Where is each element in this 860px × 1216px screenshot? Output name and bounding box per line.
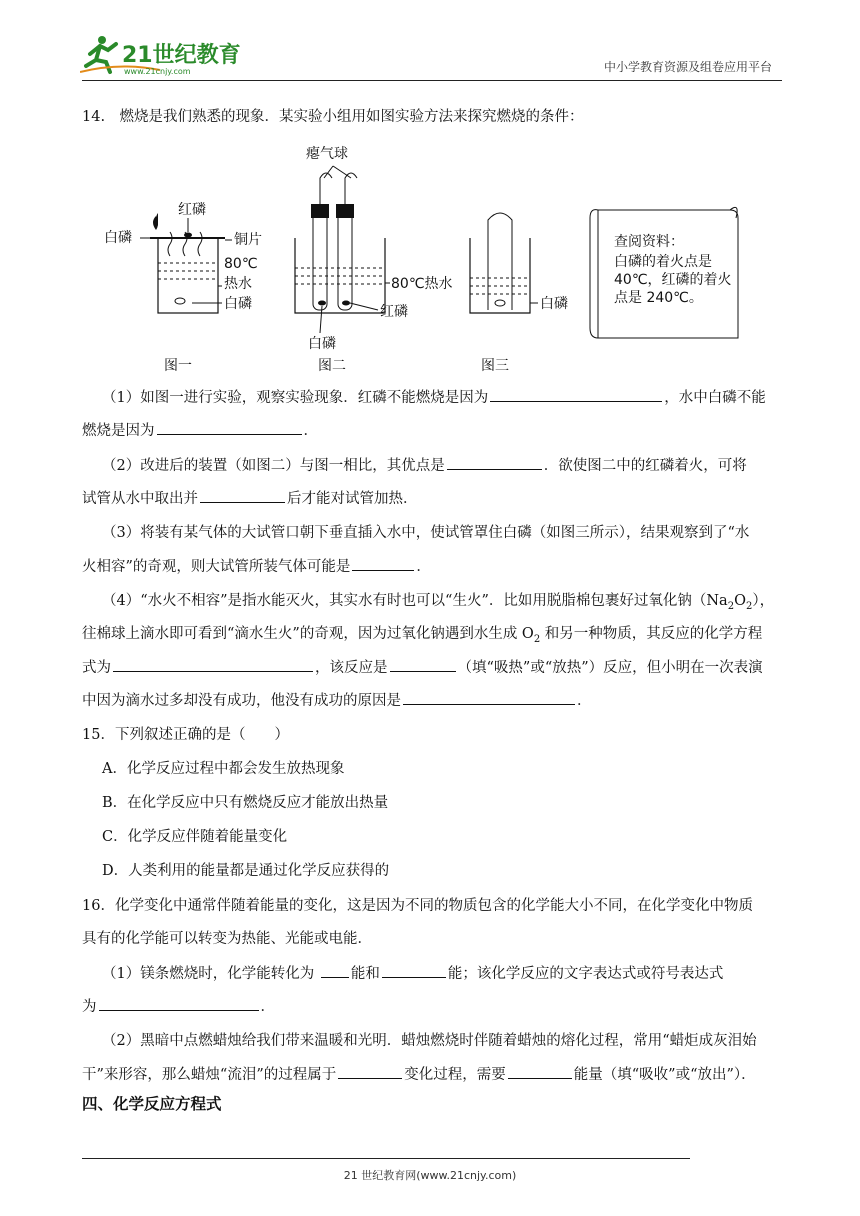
figure-2 — [295, 146, 453, 374]
f2-red-label: 红磷 — [380, 304, 408, 320]
f2-hotwater-label: 80℃热水 — [391, 276, 453, 292]
header-divider — [82, 80, 782, 81]
q16-p2-line1: （2）黑暗中点燃蜡烛给我们带来温暖和光明．蜡烛燃烧时伴随着蜡烛的熔化过程，常用“蜡炬成灰泪始 — [102, 1033, 757, 1049]
svg-text:www.21cnjy.com: www.21cnjy.com — [124, 67, 191, 76]
scroll-line-2: 40℃，红磷的着火 — [614, 272, 732, 288]
f3-white-label: 白磷 — [540, 296, 568, 312]
f3-caption: 图三 — [481, 358, 509, 374]
blank-13[interactable] — [508, 1064, 572, 1079]
scroll-title: 查阅资料： — [614, 234, 684, 250]
blank-3[interactable] — [447, 455, 542, 470]
f1-white-top-label: 白磷 — [104, 230, 132, 246]
q14-p1-line2: 燃烧是因为 ． — [82, 420, 782, 441]
q15-option-b[interactable]: B．在化学反应中只有燃烧反应才能放出热量 — [102, 795, 389, 811]
blank-6[interactable] — [113, 657, 313, 672]
f2-balloon-label: 瘪气球 — [306, 146, 348, 162]
f2-white-label: 白磷 — [308, 336, 336, 352]
q14-p1-line1: （1）如图一进行实验，观察实验现象．红磷不能燃烧是因为 ，水中白磷不能 — [82, 387, 802, 408]
f1-hotwater-label: 热水 — [224, 276, 252, 292]
f1-copper-label: 铜片 — [234, 232, 262, 248]
blank-1[interactable] — [490, 387, 662, 402]
platform-name: 中小学教育资源及组卷应用平台 — [603, 60, 772, 74]
q15-option-c[interactable]: C．化学反应伴随着能量变化 — [102, 829, 288, 845]
f1-red-label: 红磷 — [178, 202, 206, 218]
q14-p3-line1: （3）将装有某气体的大试管口朝下垂直插入水中，使试管罩住白磷（如图三所示），结果观察到了“水 — [102, 525, 750, 541]
blank-11[interactable] — [99, 996, 259, 1011]
q16-line1: 16．化学变化中通常伴随着能量的变化，这是因为不同的物质包含的化学能大小不同，在化学变化中物质 — [82, 898, 753, 914]
q15-option-d[interactable]: D．人类利用的能量都是通过化学反应获得的 — [102, 863, 390, 879]
f1-temp-label: 80℃ — [224, 256, 258, 272]
f1-white-bottom-label: 白磷 — [224, 296, 252, 312]
experiment-figure — [100, 138, 750, 378]
figure-3 — [470, 213, 568, 374]
scroll-note — [590, 207, 738, 338]
blank-2[interactable] — [157, 420, 302, 435]
site-logo — [80, 32, 255, 78]
q14-p4-line3: 式为 ，该反应是 （填“吸热”或“放热”）反应，但小明在一次表演 — [82, 657, 782, 678]
svg-text:21世纪教育: 21世纪教育 — [122, 43, 241, 68]
q16-line2: 具有的化学能可以转变为热能、光能或电能． — [82, 931, 372, 947]
q16-p2-line2: 干”来形容，那么蜡烛“流泪”的过程属于 变化过程，需要 能量（填“吸收”或“放出”）． — [82, 1064, 782, 1085]
q14-intro: 14. 燃烧是我们熟悉的现象．某实验小组用如图实验方法来探究燃烧的条件： — [82, 109, 584, 125]
q14-p4-line2: 往棉球上滴水即可看到“滴水生火”的奇观，因为过氧化钠遇到水生成 $O_2$ 和另一种物质，其反应的化学方程 — [82, 626, 763, 645]
blank-4[interactable] — [200, 488, 285, 503]
f2-caption: 图二 — [318, 358, 346, 374]
blank-12[interactable] — [338, 1064, 402, 1079]
q14-p4-line1: （4）“水火不相容”是指水能灭火，其实水有时也可以“生火”．比如用脱脂棉包裹好过氧化钠$(Na_2O_2)$， — [102, 593, 775, 612]
section-heading: 四、化学反应方程式 — [82, 1095, 222, 1113]
q14-p2-line2: 试管从水中取出并 后才能对试管加热． — [82, 488, 782, 509]
q15-stem: 15．下列叙述正确的是（ ） — [82, 727, 289, 743]
footer-divider — [82, 1158, 690, 1159]
q16-p1-line1: （1）镁条燃烧时，化学能转化为 能和 能；该化学反应的文字表达式或符号表达式 — [82, 963, 802, 984]
q14-p2-line1: （2）改进后的装置（如图二）与图一相比，其优点是 ．欲使图二中的红磷着火，可将 — [82, 455, 802, 476]
scroll-line-1: 白磷的着火点是 — [614, 254, 712, 270]
scroll-line-3: 点是 240℃。 — [614, 290, 703, 306]
figure-1 — [104, 201, 262, 374]
blank-5[interactable] — [352, 556, 414, 571]
blank-10[interactable] — [382, 963, 446, 978]
f1-caption: 图一 — [164, 358, 192, 374]
q15-option-a[interactable]: A．化学反应过程中都会发生放热现象 — [102, 761, 345, 777]
blank-8[interactable] — [403, 690, 575, 705]
q16-p1-line2: 为 ． — [82, 996, 782, 1017]
footer-text[interactable]: 21 世纪教育网(www.21cnjy.com) — [343, 1169, 517, 1182]
blank-9[interactable] — [321, 963, 349, 978]
q14-p4-line4: 中因为滴水过多却没有成功，他没有成功的原因是 ． — [82, 690, 782, 711]
blank-7[interactable] — [390, 657, 456, 672]
q14-p3-line2: 火相容”的奇观，则大试管所装气体可能是 ． — [82, 556, 782, 577]
